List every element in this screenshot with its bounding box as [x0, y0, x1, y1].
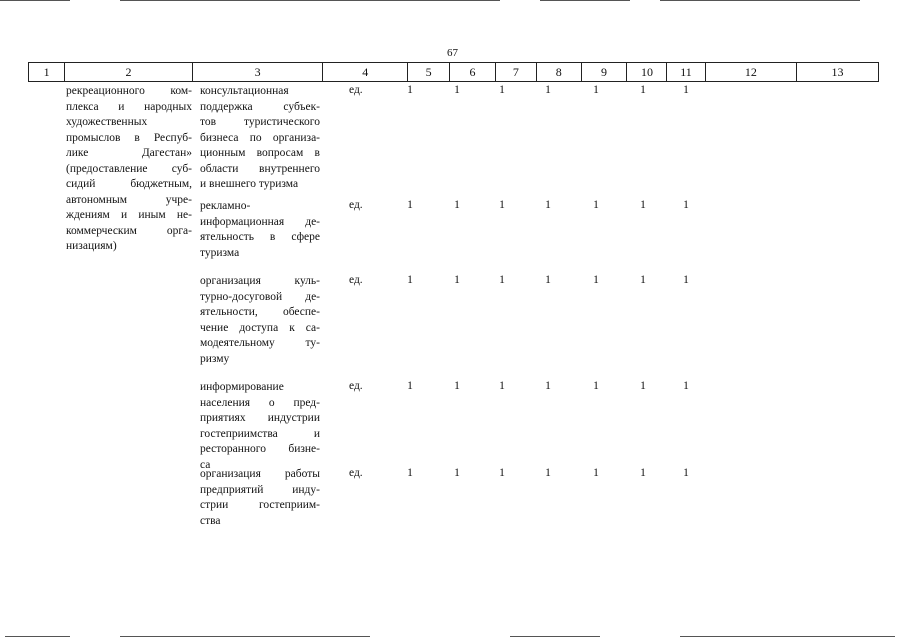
value-cell: 1 — [499, 274, 505, 286]
header-cell: 4 — [323, 63, 408, 81]
header-cell: 9 — [582, 63, 628, 81]
activity-line: бизнеса по организа- — [200, 131, 320, 144]
value-cell: 1 — [640, 380, 646, 392]
program-name-line: промыслов в Респуб- — [66, 131, 192, 144]
header-cell: 13 — [831, 65, 844, 79]
value-cell: 1 — [640, 84, 646, 96]
bottom-edge-rule-mid — [120, 636, 370, 637]
program-name-line: художественных — [66, 116, 148, 128]
unit-cell: ед. — [349, 84, 363, 96]
unit-cell: ед. — [349, 274, 363, 286]
unit-cell: ед. — [349, 199, 363, 211]
page-number: 67 — [447, 47, 458, 59]
bottom-edge-rule-right — [510, 636, 600, 637]
top-edge-rule-right — [540, 0, 630, 1]
program-name-line: ждениям и иным не- — [66, 209, 192, 221]
activity-line: ятельности, обеспе- — [200, 306, 320, 318]
activity-line: ционным вопросам в — [200, 147, 320, 159]
activity-line: стрии гостеприим- — [200, 499, 320, 511]
activity-line: информационная де- — [200, 215, 320, 228]
value-cell: 1 — [407, 199, 413, 211]
activity-description — [200, 467, 320, 529]
value-cell: 1 — [499, 84, 505, 96]
header-cell: 5 — [408, 63, 450, 81]
activity-description — [200, 199, 320, 261]
activity-line: туризма — [200, 246, 240, 259]
bottom-edge-rule-left — [5, 636, 70, 637]
header-cell: 1 — [29, 63, 65, 81]
value-cell: 1 — [454, 84, 460, 96]
value-cell: 1 — [545, 380, 551, 392]
activity-description — [200, 380, 320, 473]
program-name-line: плекса и народных — [66, 100, 192, 113]
value-cell: 1 — [407, 274, 413, 286]
value-cell: 1 — [593, 467, 599, 479]
activity-line: приятиях индустрии — [200, 412, 320, 424]
value-cell: 1 — [454, 199, 460, 211]
activity-line: организация работы — [200, 468, 320, 480]
value-cell: 1 — [683, 380, 689, 392]
program-name-column — [66, 84, 192, 255]
top-edge-rule-left — [0, 0, 70, 1]
value-cell: 1 — [407, 84, 413, 96]
activity-line: ресторанного бизне- — [200, 443, 320, 455]
value-cell: 1 — [593, 84, 599, 96]
activity-line: консультационная — [200, 85, 289, 97]
value-cell: 1 — [454, 467, 460, 479]
header-cell: 12 — [706, 63, 797, 81]
activity-line: и внешнего туризма — [200, 178, 299, 190]
bottom-edge-rule-far-right — [680, 636, 895, 637]
activity-line: организация куль- — [200, 275, 320, 287]
unit-cell: ед. — [349, 467, 363, 479]
activity-description — [200, 274, 320, 367]
activity-line: предприятий инду- — [200, 483, 320, 496]
activity-line: чение доступа к са- — [200, 321, 320, 334]
value-cell: 1 — [454, 380, 460, 392]
program-name-line: сидий бюджетным, — [66, 178, 192, 190]
value-cell: 1 — [593, 274, 599, 286]
value-cell: 1 — [640, 274, 646, 286]
value-cell: 1 — [407, 467, 413, 479]
unit-cell: ед. — [349, 380, 363, 392]
value-cell: 1 — [593, 199, 599, 211]
activity-line: тов туристического — [200, 116, 320, 128]
header-cell: 10 — [627, 63, 667, 81]
activity-line: населения о пред- — [200, 396, 320, 409]
header-cell: 3 — [193, 63, 324, 81]
activity-line: информирование — [200, 381, 284, 393]
value-cell: 1 — [545, 274, 551, 286]
activity-description — [200, 84, 320, 193]
header-cell: 2 — [65, 63, 193, 81]
program-name-line: лике Дагестан» — [66, 147, 192, 159]
value-cell: 1 — [545, 467, 551, 479]
value-cell: 1 — [407, 380, 413, 392]
header-cell: 8 — [537, 63, 582, 81]
activity-line: турно-досуговой де- — [200, 290, 320, 303]
activity-line: са — [200, 458, 211, 471]
program-name-line: (предоставление суб- — [66, 162, 192, 175]
header-cell: 11 — [667, 63, 705, 81]
program-name-line: низациям) — [66, 240, 117, 252]
value-cell: 1 — [683, 199, 689, 211]
value-cell: 1 — [454, 274, 460, 286]
value-cell: 1 — [683, 467, 689, 479]
activity-line: модеятельному ту- — [200, 337, 320, 349]
value-cell: 1 — [499, 467, 505, 479]
program-name-line: рекреационного ком- — [66, 85, 192, 97]
activity-line: ризму — [200, 352, 230, 365]
value-cell: 1 — [499, 380, 505, 392]
activity-line: рекламно- — [200, 200, 251, 212]
program-name-line: коммерческим орга- — [66, 224, 192, 237]
activity-line: гостеприимства и — [200, 427, 320, 440]
activity-line: ства — [200, 514, 221, 527]
table-header-row — [28, 62, 879, 82]
value-cell: 1 — [499, 199, 505, 211]
top-edge-rule-mid — [120, 0, 500, 1]
activity-line: ятельность в сфере — [200, 231, 320, 243]
activity-line: области внутреннего — [200, 162, 320, 175]
value-cell: 1 — [640, 199, 646, 211]
value-cell: 1 — [640, 467, 646, 479]
header-cell: 6 — [450, 63, 496, 81]
value-cell: 1 — [683, 274, 689, 286]
value-cell: 1 — [683, 84, 689, 96]
value-cell: 1 — [545, 84, 551, 96]
value-cell: 1 — [545, 199, 551, 211]
header-cell: 7 — [496, 63, 537, 81]
value-cell: 1 — [593, 380, 599, 392]
top-edge-rule-far-right — [660, 0, 860, 1]
activity-line: поддержка субъек- — [200, 100, 320, 113]
program-name-line: автономным учре- — [66, 193, 192, 206]
